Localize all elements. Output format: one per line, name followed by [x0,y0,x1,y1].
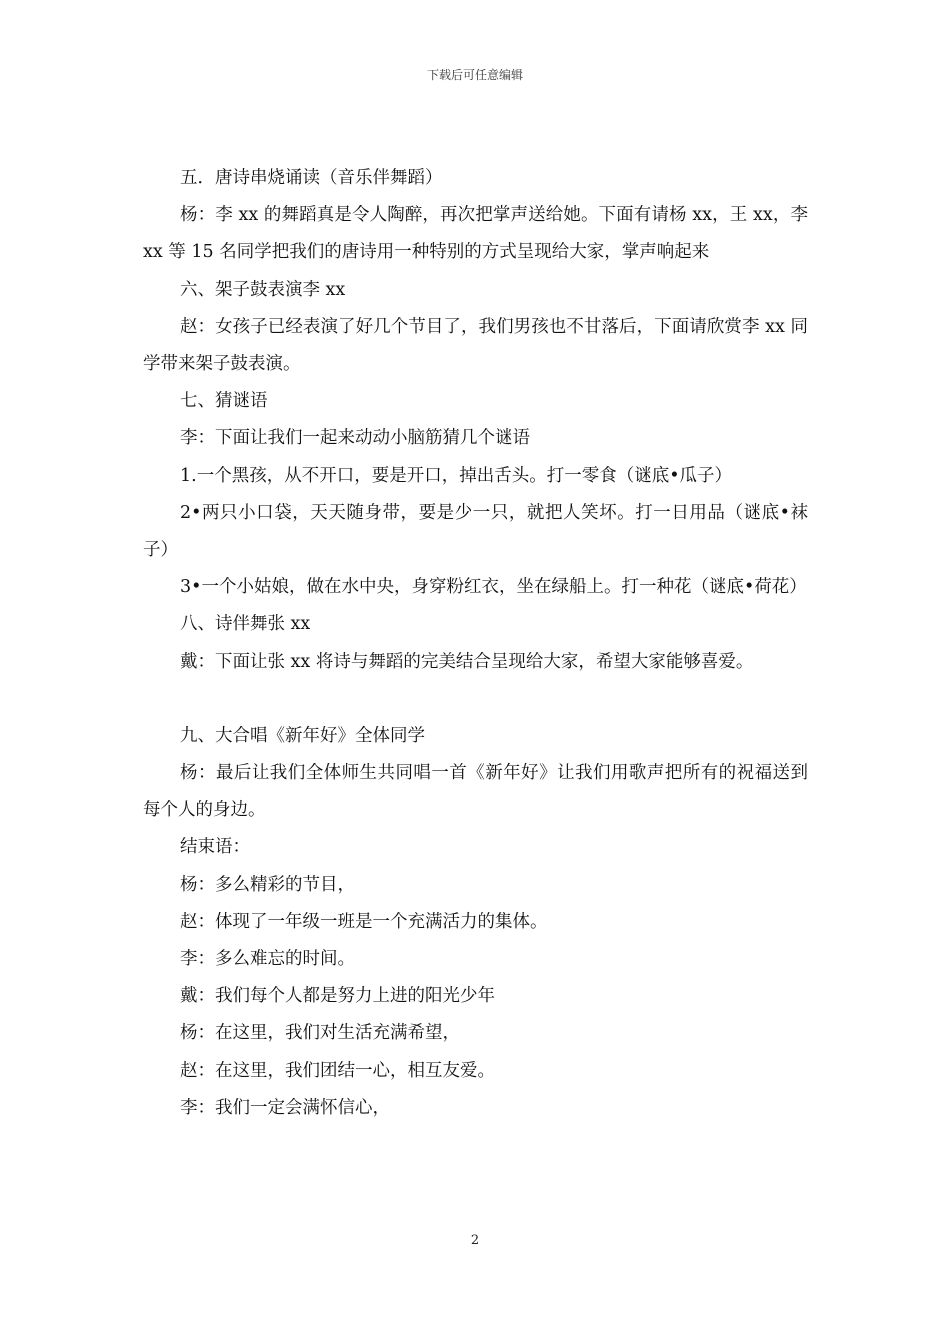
paragraph: 赵：女孩子已经表演了好几个节目了，我们男孩也不甘落后，下面请欣赏李 xx 同学带来架子鼓表演。 [143,316,808,375]
paragraph: 杨：最后让我们全体师生共同唱一首《新年好》让我们用歌声把所有的祝福送到每个人的身边。 [143,763,808,821]
closing-heading: 结束语： [180,837,250,858]
riddle-item: 2•两只小口袋，天天随身带，要是少一只，就把人笑坏。打一日用品（谜底•袜子） [143,502,808,561]
section-heading: 七、猜谜语 [180,391,268,412]
document-body [143,160,808,1127]
closing-line: 戴：我们每个人都是努力上进的阳光少年 [180,986,495,1007]
section-heading: 九、大合唱《新年好》全体同学 [180,725,425,746]
closing-line: 赵：在这里，我们团结一心，相互友爱。 [180,1060,495,1081]
section-heading: 五．唐诗串烧诵读（音乐伴舞蹈） [180,168,443,188]
section-heading: 六、架子鼓表演李 xx [180,279,346,300]
section-heading: 八、诗伴舞张 xx [180,614,311,635]
closing-line: 赵：体现了一年级一班是一个充满活力的集体。 [180,911,548,932]
page-number: 2 [470,1233,480,1248]
riddle-item: 3•一个小姑娘，做在水中央，身穿粉红衣，坐在绿船上。打一种花（谜底•荷花） [180,577,807,598]
paragraph: 戴：下面让张 xx 将诗与舞蹈的完美结合呈现给大家，希望大家能够喜爱。 [180,651,754,672]
paragraph: 杨：李 xx 的舞蹈真是令人陶醉，再次把掌声送给她。下面有请杨 xx，王 xx，李 xx 等 15 名同学把我们的唐诗用一种特别的方式呈现给大家，掌声响起来 [143,205,808,263]
closing-line: 李：我们一定会满怀信心， [180,1097,390,1118]
closing-line: 李：多么难忘的时间。 [180,949,355,970]
paragraph: 李：下面让我们一起来动动小脑筋猜几个谜语 [180,428,530,449]
closing-line: 杨：在这里，我们对生活充满希望， [180,1023,460,1044]
blank-line [143,681,808,718]
closing-line: 杨：多么精彩的节目， [180,874,355,895]
page-header: 下载后可任意编辑 [426,68,523,82]
riddle-item: 1.一个黑孩，从不开口，要是开口，掉出舌头。打一零食（谜底•瓜子） [180,465,733,486]
